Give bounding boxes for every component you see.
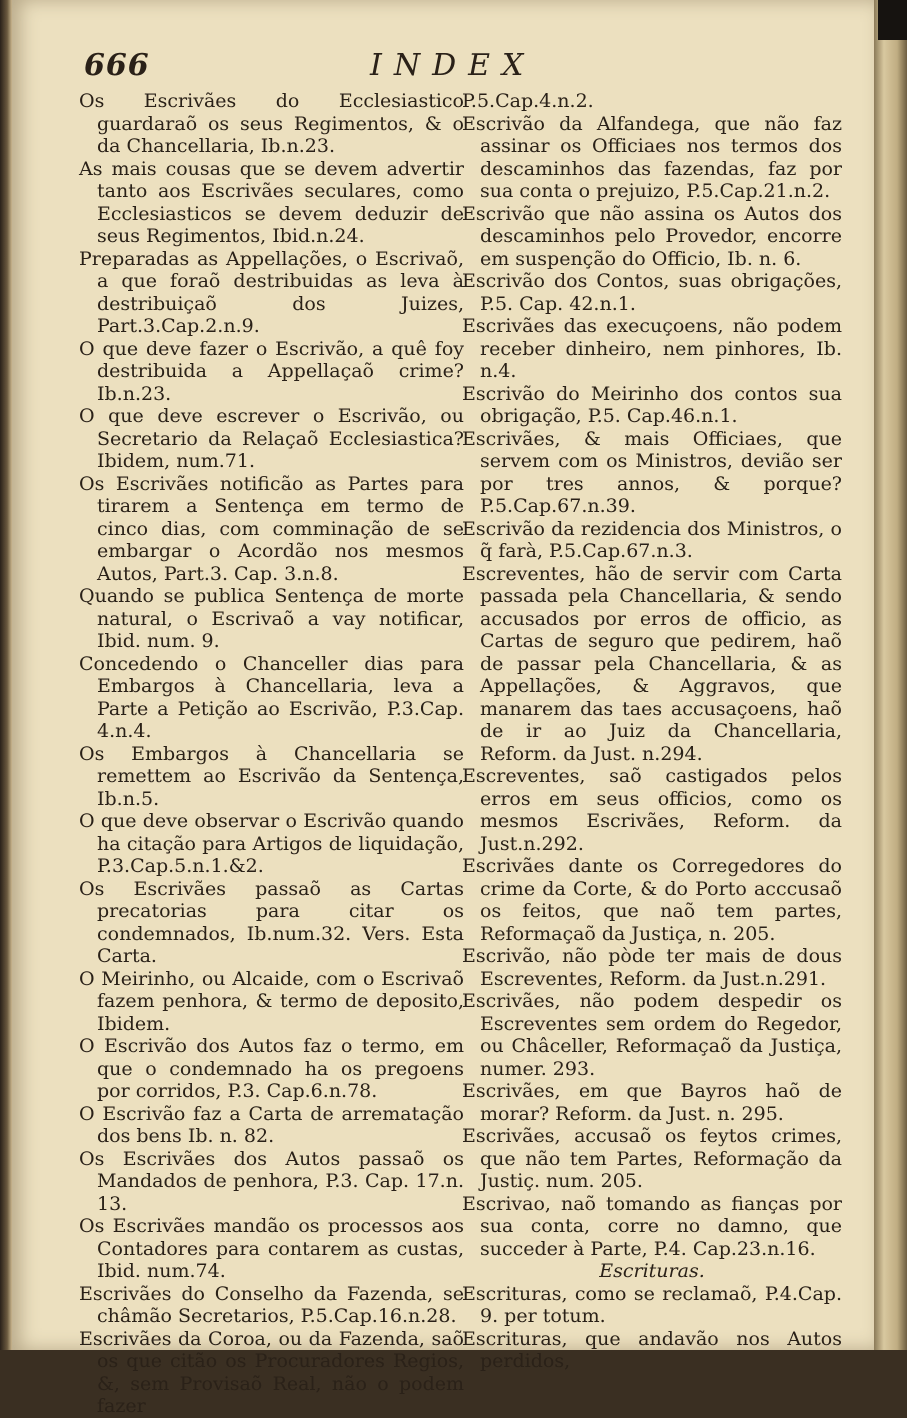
- index-entry: Escrivão que não assina os Autos dos descaminhos pelo Provedor, encorre em suspenção do Officio, Ib. n. 6.: [462, 202, 842, 270]
- index-entry: Os Escrivães do Ecclesiastico guardaraõ os seus Regimentos, & o da Chancellaria, Ib.n.23.: [79, 90, 464, 157]
- index-entry: Escrivão da Alfandega, que não faz assinar os Officiaes nos termos dos descaminhos das fazendas, faz por sua conta o prejuizo, P.5.Cap.21.n.2.: [462, 112, 842, 202]
- page-number: 666: [84, 48, 150, 83]
- page-header: [12, 46, 874, 90]
- index-entry: As mais cousas que se devem advertir tanto aos Escrivães seculares, como Ecclesiasticos se devem deduzir de seus Regimentos, Ibid.n.24.: [79, 157, 464, 247]
- index-entry: Escrivães, & mais Officiaes, que servem com os Ministros, devião ser por tres annos, & porque? P.5.Cap.67.n.39.: [462, 427, 842, 517]
- index-entry: Concedendo o Chanceller dias para Embargos à Chancellaria, leva a Parte a Petição ao Escrivão, P.3.Cap. 4.n.4.: [79, 652, 464, 742]
- book-binding: [0, 0, 12, 1350]
- index-entry: Escrivães, não podem despedir os Escreventes sem ordem do Regedor, ou Châceller, Reformaçaõ da Justiça, numer. 293.: [462, 990, 842, 1080]
- index-entry: Os Escrivães mandão os processos aos Contadores para contarem as custas, Ibid. num.74.: [79, 1215, 464, 1282]
- book-page: [12, 0, 874, 1417]
- left-column: [79, 90, 464, 1418]
- index-entry: Escrivães do Conselho da Fazenda, se châmão Secretarios, P.5.Cap.16.n.28.: [79, 1282, 464, 1327]
- index-entry: Escrivães, accusaõ os feytos crimes, que não tem Partes, Reformação da Justiç. num. 205.: [462, 1125, 842, 1192]
- index-entry: Escrivães dante os Corregedores do crime da Corte, & do Porto acccusaõ os feitos, que naõ tem partes, Reformaçaõ da Justiça, n. 205.: [462, 855, 842, 945]
- index-entry: Escrituras, que andavão nos Autos perdidos,: [462, 1327, 842, 1372]
- index-entry: Escrivães das execuçoens, não podem receber dinheiro, nem pinhores, Ib. n.4.: [462, 315, 842, 382]
- index-entry: Escrivão do Meirinho dos contos sua obrigação, P.5. Cap.46.n.1.: [462, 382, 842, 427]
- index-entry: O Meirinho, ou Alcaide, com o Escrivaõ fazem penhora, & termo de deposito, Ibidem.: [79, 967, 464, 1035]
- index-entry: O Escrivão dos Autos faz o termo, em que o condemnado ha os pregoens por corridos, P.3. Cap.6.n.78.: [79, 1035, 464, 1102]
- running-title: INDEX: [370, 48, 536, 83]
- index-entry: Preparadas as Appellações, o Escrivaõ, a que foraõ destribuidas as leva à destribuiçaõ dos Juizes, Part.3.Cap.2.n.9.: [79, 247, 464, 337]
- index-entry: Os Embargos à Chancellaria se remettem ao Escrivão da Sentença, Ib.n.5.: [79, 742, 464, 810]
- index-entry: Os Escrivães passaõ as Cartas precatorias para citar os condemnados, Ib.num.32. Vers. Esta Carta.: [79, 877, 464, 967]
- index-entry: Escrivão da rezidencia dos Ministros, o q̃ farà, P.5.Cap.67.n.3.: [462, 517, 842, 562]
- index-entry: Os Escrivães notificão as Partes para tirarem a Sentença em termo de cinco dias, com comminação de se embargar o Acordão nos mesmos Autos, Part.3. Cap. 3.n.8.: [79, 472, 464, 585]
- index-entry: Os Escrivães dos Autos passaõ os Mandados de penhora, P.3. Cap. 17.n. 13.: [79, 1147, 464, 1215]
- right-column: [462, 90, 842, 1373]
- index-entry: Quando se publica Sentença de morte natural, o Escrivaõ a vay notificar, Ibid. num. 9.: [79, 585, 464, 652]
- index-entry: Escrivão, não pòde ter mais de dous Escreventes, Reform. da Just.n.291.: [462, 945, 842, 990]
- binding-clip: [878, 0, 907, 40]
- index-entry: Escrivães da Coroa, ou da Fazenda, saõ os que citão os Procuradores Regios, &, sem Provisaõ Real, não o podem fazer: [79, 1327, 464, 1417]
- index-entry: Escreventes, hão de servir com Carta passada pela Chancellaria, & sendo accusados por erros de officio, as Cartas de seguro que pedirem, haõ de passar pela Chancellaria, & as Appellações, & Aggravos, que manarem das taes accusaçoens, haõ de ir ao Juiz da Chancellaria, Reform. da Just. n.294.: [462, 562, 842, 765]
- index-entry: Escrivão dos Contos, suas obrigações, P.5. Cap. 42.n.1.: [462, 270, 842, 315]
- page-edge: [874, 0, 907, 1350]
- index-entry: O Escrivão faz a Carta de arrematação dos bens Ib. n. 82.: [79, 1102, 464, 1147]
- right-lead-entry: P.5.Cap.4.n.2.: [462, 90, 594, 112]
- index-entry: Escrivães, em que Bayros haõ de morar? Reform. da Just. n. 295.: [462, 1080, 842, 1125]
- section-subheading: Escrituras.: [599, 1260, 705, 1282]
- index-entry: Escrituras, como se reclamaõ, P.4.Cap. 9. per totum.: [462, 1282, 842, 1327]
- index-entry: Escrivao, naõ tomando as fianças por sua conta, corre no damno, que succeder à Parte, P.4. Cap.23.n.16.: [462, 1192, 842, 1260]
- index-entry: O que deve fazer o Escrivão, a quê foy destribuida a Appellaçaõ crime? Ib.n.23.: [79, 337, 464, 405]
- index-entry: O que deve observar o Escrivão quando ha citação para Artigos de liquidação, P.3.Cap.5.n.1.&2.: [79, 810, 464, 877]
- index-entry: O que deve escrever o Escrivão, ou Secretario da Relaçaõ Ecclesiastica? Ibidem, num.71.: [79, 405, 464, 472]
- index-entry: Escreventes, saõ castigados pelos erros em seus officios, como os mesmos Escrivães, Reform. da Just.n.292.: [462, 765, 842, 855]
